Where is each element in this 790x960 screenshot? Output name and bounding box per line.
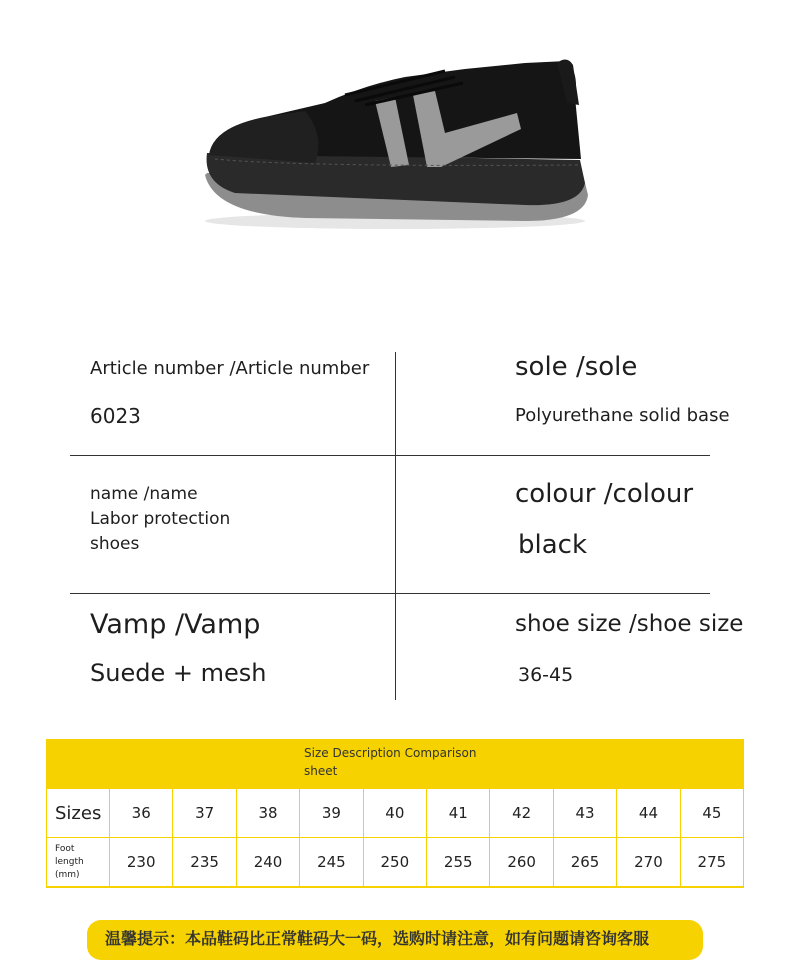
shoe-size-value: 36-45 [518, 664, 574, 686]
vamp-label: Vamp /Vamp [90, 609, 261, 640]
foot-length-cell: 275 [681, 838, 743, 886]
foot-length-cell: 255 [427, 838, 489, 886]
article-number-label: Article number /Article number [90, 358, 370, 379]
foot-length-cell: 230 [110, 838, 172, 886]
size-cell: 43 [554, 789, 616, 837]
size-cell: 41 [427, 789, 489, 837]
sizes-row-label: Sizes [47, 789, 109, 837]
shoe-size-label: shoe size /shoe size [515, 611, 744, 637]
foot-label-line2: length [55, 856, 84, 867]
size-notice-banner: 温馨提示：本品鞋码比正常鞋码大一码，选购时请注意，如有问题请咨询客服 [87, 920, 703, 960]
size-table-title-line2: sheet [304, 764, 338, 778]
foot-length-row [47, 838, 743, 886]
name-value-line2: shoes [90, 534, 140, 554]
size-table-title [304, 744, 504, 780]
foot-label-line3: (mm) [55, 869, 80, 880]
size-cell: 38 [237, 789, 299, 837]
sizes-row [47, 789, 743, 837]
size-cell: 40 [364, 789, 426, 837]
foot-length-cell: 265 [554, 838, 616, 886]
name-value-line1: Labor protection [90, 509, 231, 529]
foot-length-row-label [47, 838, 109, 886]
spec-divider-row2 [70, 593, 710, 594]
colour-value: black [518, 530, 588, 560]
article-number-value: 6023 [90, 404, 141, 428]
vamp-value: Suede + mesh [90, 659, 267, 687]
foot-length-cell: 240 [237, 838, 299, 886]
foot-length-cell: 250 [364, 838, 426, 886]
spec-divider-row1 [70, 455, 710, 456]
name-label: name /name [90, 484, 198, 504]
foot-length-cell: 245 [300, 838, 362, 886]
size-cell: 37 [173, 789, 235, 837]
sole-value: Polyurethane solid base [515, 405, 730, 426]
foot-label-line1: Foot [55, 843, 75, 854]
foot-length-cell: 270 [617, 838, 679, 886]
size-comparison-table [46, 739, 744, 888]
foot-length-cell: 235 [173, 838, 235, 886]
colour-label: colour /colour [515, 479, 694, 509]
size-cell: 44 [617, 789, 679, 837]
size-table-title-line1: Size Description Comparison [304, 746, 477, 760]
size-cell: 39 [300, 789, 362, 837]
product-image [195, 55, 595, 235]
spec-divider-vertical [395, 352, 396, 700]
foot-length-cell: 260 [490, 838, 552, 886]
size-cell: 36 [110, 789, 172, 837]
size-cell: 42 [490, 789, 552, 837]
shoe-illustration [195, 55, 595, 235]
size-cell: 45 [681, 789, 743, 837]
sole-label: sole /sole [515, 352, 638, 382]
